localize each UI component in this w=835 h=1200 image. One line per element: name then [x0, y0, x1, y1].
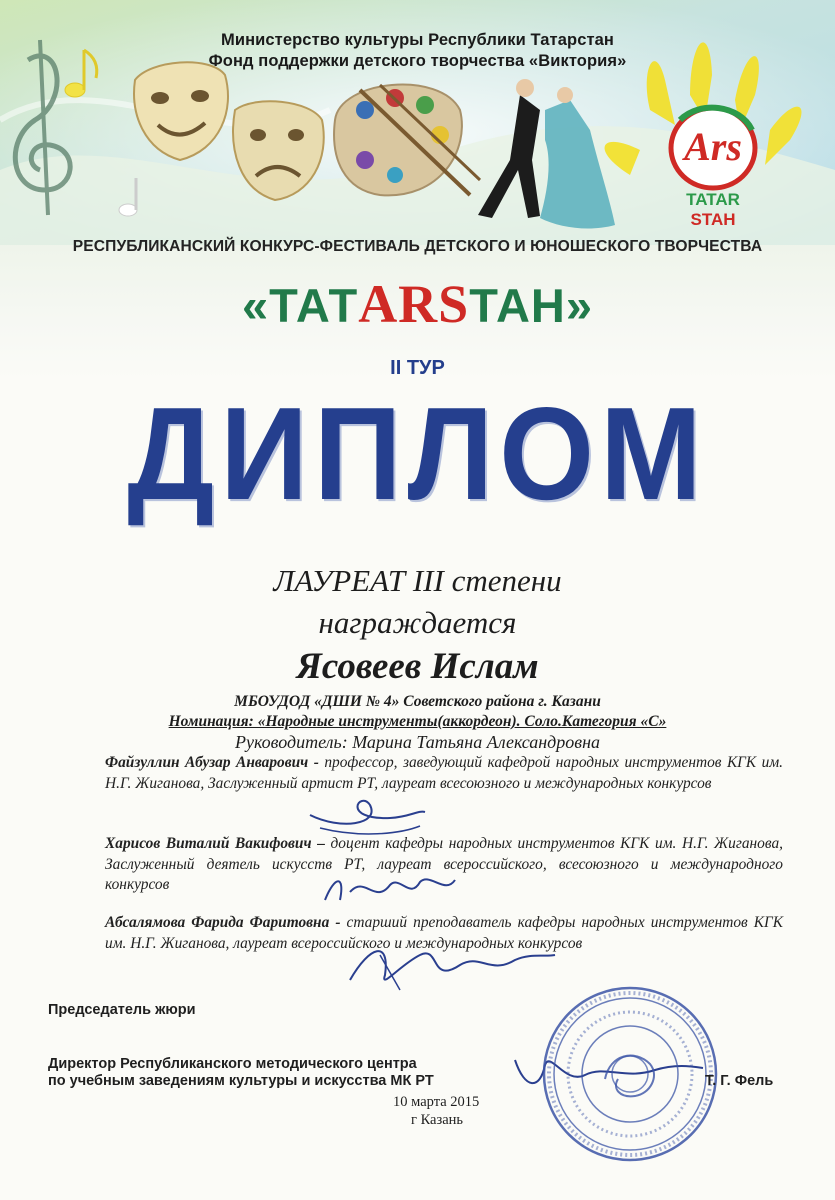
director-title-line-1: Директор Республиканского методического центра	[48, 1056, 417, 1072]
laureate-degree: ЛАУРЕАТ III степени	[273, 563, 562, 598]
jury-member	[105, 753, 783, 794]
ars-logo-caption-bottom: STAH	[690, 210, 736, 229]
jury-member-name: Харисов Виталий Вакифович –	[105, 835, 325, 852]
signature-2	[320, 870, 460, 910]
festival-name-open: «ТАТ	[241, 279, 359, 332]
jury-member-desc: доцент кафедры народных инструментов КГК им. Н.Г. Жиганова, Заслуженный деятель искусств РТ, лауреат всероссийского, всесоюзного и международного конкурсов	[105, 835, 783, 893]
signature-1	[300, 790, 430, 840]
winner-name: Ясовеев Ислам	[296, 646, 539, 687]
jury-member-desc: старший преподаватель кафедры народных инструментов КГК им. Н.Г. Жиганова, лауреат всероссийского и международных конкурсов	[105, 914, 783, 952]
school-name: МБОУДОД «ДШИ № 4» Советского района г. Казани	[234, 693, 601, 710]
ars-logo-text: Ars	[684, 124, 742, 169]
nomination: Номинация: «Народные инструменты(аккордеон). Соло.Категория «С»	[168, 713, 667, 730]
issue-date: 10 марта 2015	[393, 1094, 480, 1110]
jury-member-name: Файзуллин Абузар Анварович -	[105, 754, 319, 771]
contest-title: РЕСПУБЛИКАНСКИЙ КОНКУРС-ФЕСТИВАЛЬ ДЕТСКОГО И ЮНОШЕСКОГО ТВОРЧЕСТВА	[72, 238, 763, 255]
foundation-line: Фонд поддержки детского творчества «Виктория»	[208, 52, 627, 70]
jury-member-name: Абсалямова Фарида Фаритовна -	[105, 914, 341, 931]
ars-logo-caption-top: TATAR	[686, 190, 740, 209]
ministry-line: Министерство культуры Республики Татарстан	[221, 31, 614, 49]
jury-member-desc: профессор, заведующий кафедрой народных инструментов КГК им. Н.Г. Жиганова, Заслуженный артист РТ, лауреат всесоюзного и международных конкурсов	[105, 754, 783, 792]
round-label: II ТУР	[390, 357, 445, 379]
jury-chair-label: Председатель жюри	[48, 1002, 196, 1018]
director-name: Т. Г. Фель	[705, 1073, 774, 1089]
festival-name-ars: ARS	[358, 274, 470, 334]
official-stamp	[540, 984, 720, 1164]
director-title-line-2: по учебным заведениям культуры и искусства МК РТ	[48, 1073, 434, 1089]
festival-name-close: ТАН»	[469, 279, 593, 332]
awarded-label: награждается	[318, 605, 517, 640]
festival-name	[0, 273, 835, 335]
signature-3	[340, 935, 560, 995]
leader-name: Руководитель: Марина Татьяна Александровна	[234, 732, 601, 752]
issue-city: г Казань	[411, 1112, 464, 1128]
diploma-title: ДИПЛОМ	[127, 380, 708, 528]
